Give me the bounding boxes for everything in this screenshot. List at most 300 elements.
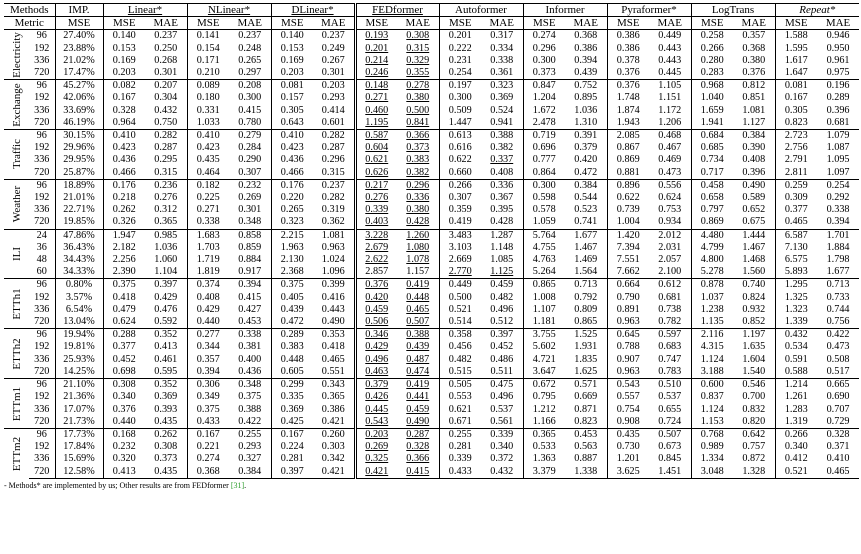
mae-cell: 0.597	[649, 329, 691, 342]
mse-cell: 0.221	[187, 441, 229, 453]
mse-cell: 0.197	[439, 80, 481, 93]
horizon-cell: 96	[29, 379, 55, 392]
mae-cell: 0.293	[321, 92, 345, 104]
mae-cell: 0.287	[321, 142, 345, 154]
mae-cell: 0.287	[154, 142, 178, 154]
mae-cell: 0.421	[321, 415, 345, 427]
dataset-label-cell	[4, 279, 29, 329]
mse-cell: 0.768	[691, 428, 733, 441]
model-header-fedformer: FEDformer	[355, 4, 439, 17]
mae-cell: 0.443	[321, 303, 345, 315]
mae-cell: 1.087	[826, 142, 850, 154]
table-row	[4, 142, 859, 154]
mse-cell: 0.521	[439, 304, 481, 316]
imp-label: IMP.	[55, 4, 103, 17]
mse-cell: 2.756	[775, 142, 817, 154]
mae-cell: 0.196	[817, 80, 859, 93]
mae-cell: 2.031	[658, 241, 682, 253]
mae-cell: 1.081	[313, 229, 355, 242]
mae-cell: 0.372	[490, 453, 514, 465]
improvement-cell: 33.69%	[55, 105, 103, 117]
mae-cell: 0.713	[817, 279, 859, 292]
metric-header-mae: MAE	[229, 17, 271, 30]
mae-cell: 0.282	[313, 130, 355, 143]
mse-cell: 4.721	[523, 354, 565, 366]
mae-cell: 0.207	[145, 80, 187, 93]
mse-cell: 1.261	[775, 391, 817, 403]
metric-header-mae: MAE	[145, 17, 187, 30]
mae-cell: 0.961	[826, 54, 850, 66]
mae-cell: 1.604	[742, 353, 766, 365]
mae-cell: 0.852	[742, 316, 766, 328]
dataset-name: Electricity	[10, 31, 23, 78]
mse-cell: 0.281	[271, 453, 313, 465]
mae-cell: 0.452	[490, 341, 514, 353]
mae-cell: 1.148	[490, 241, 514, 253]
mae-cell: 0.486	[490, 353, 514, 365]
mse-cell: 0.600	[691, 379, 733, 392]
mse-cell: 0.167	[187, 428, 229, 441]
mae-cell: 0.336	[406, 192, 430, 204]
mse-cell: 0.671	[439, 416, 481, 429]
mse-cell: 1.135	[691, 316, 733, 329]
mae-cell: 0.368	[574, 30, 598, 42]
table-row	[4, 80, 859, 93]
metric-header-mae: MAE	[817, 17, 859, 30]
mae-cell: 0.675	[742, 216, 766, 228]
mae-cell: 0.435	[154, 415, 178, 427]
mse-cell: 0.509	[439, 105, 481, 117]
table-row	[4, 130, 859, 143]
methods-label: Methods	[4, 4, 55, 17]
table-row	[4, 30, 859, 43]
mae-cell: 0.365	[154, 216, 178, 228]
mae-cell: 1.104	[154, 266, 178, 278]
dataset-label-cell	[4, 329, 29, 379]
mse-cell: 0.300	[523, 179, 565, 192]
mae-cell: 0.369	[154, 391, 178, 403]
mse-cell: 2.857	[355, 266, 397, 279]
mse-cell: 3.625	[607, 466, 649, 479]
mse-cell: 0.281	[439, 441, 481, 453]
mae-cell: 0.295	[154, 154, 178, 166]
mse-cell: 0.296	[523, 43, 565, 55]
mae-cell: 0.782	[658, 316, 682, 328]
mae-cell: 0.563	[574, 441, 598, 453]
mae-cell: 0.496	[490, 391, 514, 403]
mae-cell: 0.544	[574, 192, 598, 204]
mse-cell: 7.130	[775, 242, 817, 254]
mse-cell: 2.116	[691, 329, 733, 342]
mae-cell: 0.439	[406, 341, 430, 353]
mse-cell: 1.214	[775, 379, 817, 392]
mae-cell: 2.057	[658, 254, 682, 266]
mae-cell: 0.355	[406, 67, 430, 79]
mse-cell: 0.358	[439, 329, 481, 342]
metric-header-mae: MAE	[649, 17, 691, 30]
mse-cell: 0.167	[103, 92, 145, 104]
mse-cell: 0.435	[187, 154, 229, 166]
mse-cell: 3.379	[523, 466, 565, 479]
mae-cell: 1.260	[397, 229, 439, 242]
mae-cell: 0.511	[490, 365, 514, 377]
table-row	[4, 55, 859, 67]
mae-cell: 1.677	[565, 229, 607, 242]
mae-cell: 0.394	[826, 216, 850, 228]
mae-cell: 0.249	[321, 42, 345, 54]
mse-cell: 0.989	[691, 441, 733, 453]
mae-cell: 0.500	[406, 104, 430, 116]
mae-cell: 0.413	[154, 341, 178, 353]
mse-cell: 0.376	[607, 67, 649, 80]
table-row	[4, 391, 859, 403]
mse-cell: 0.521	[775, 466, 817, 479]
results-body	[4, 30, 859, 478]
mse-cell: 4.315	[691, 341, 733, 353]
mae-cell: 0.419	[397, 279, 439, 292]
mae-cell: 0.780	[238, 116, 262, 128]
mse-cell: 0.557	[607, 391, 649, 403]
mse-cell: 1.238	[691, 304, 733, 316]
mae-cell: 0.380	[406, 92, 430, 104]
mse-cell: 0.394	[187, 366, 229, 379]
mae-cell: 0.655	[658, 403, 682, 415]
mae-cell: 0.379	[574, 142, 598, 154]
mse-cell: 0.306	[187, 379, 229, 392]
mae-cell: 0.366	[406, 453, 430, 465]
mse-cell: 0.797	[691, 204, 733, 216]
horizon-cell: 192	[34, 192, 50, 204]
header-row-models	[4, 4, 859, 17]
horizon-cell: 192	[34, 142, 50, 154]
table-row	[4, 242, 859, 254]
mse-cell: 0.266	[691, 43, 733, 55]
mse-cell: 0.271	[355, 92, 397, 104]
horizon-cell: 192	[34, 291, 50, 303]
mae-cell: 0.624	[658, 192, 682, 204]
mse-cell: 0.543	[355, 416, 397, 429]
mae-cell: 0.384	[229, 466, 271, 479]
mse-cell: 0.963	[607, 316, 649, 329]
mse-cell: 0.445	[355, 404, 397, 416]
improvement-cell: 14.25%	[55, 366, 103, 379]
mse-cell: 3.647	[523, 366, 565, 379]
mae-cell: 0.832	[742, 403, 766, 415]
mse-cell: 0.255	[439, 428, 481, 441]
mae-cell: 0.293	[238, 441, 262, 453]
mse-cell: 0.299	[271, 379, 313, 392]
mse-cell: 0.466	[271, 167, 313, 180]
mse-cell: 0.460	[355, 105, 397, 117]
mse-cell: 0.375	[103, 279, 145, 292]
mse-cell: 0.148	[355, 80, 397, 93]
mae-cell: 0.429	[154, 291, 178, 303]
mae-cell: 0.823	[574, 415, 598, 427]
mae-cell: 1.540	[742, 365, 766, 377]
horizon-cell: 192	[34, 92, 50, 104]
mae-cell: 0.292	[826, 192, 850, 204]
mae-cell: 0.537	[490, 403, 514, 415]
mae-cell: 1.079	[817, 130, 859, 143]
mae-cell: 0.267	[321, 54, 345, 66]
table-row	[4, 304, 859, 316]
mse-cell: 0.153	[271, 43, 313, 55]
dataset-name: Weather	[10, 186, 23, 223]
mse-cell: 0.823	[775, 117, 817, 130]
mae-cell: 0.237	[238, 30, 262, 42]
mse-cell: 1.181	[523, 316, 565, 329]
mse-cell: 0.376	[607, 80, 649, 93]
mse-cell: 0.578	[523, 204, 565, 216]
mae-cell: 1.036	[154, 241, 178, 253]
improvement-cell: 36.43%	[55, 242, 103, 254]
mae-cell: 1.097	[826, 166, 850, 178]
mse-cell: 0.439	[271, 304, 313, 316]
mae-cell: 1.078	[406, 254, 430, 266]
mse-cell: 0.717	[691, 167, 733, 180]
mae-cell: 0.595	[154, 365, 178, 377]
mae-cell: 0.301	[238, 204, 262, 216]
mse-cell: 0.423	[187, 142, 229, 154]
mse-cell: 0.410	[103, 130, 145, 143]
mae-cell: 0.551	[321, 365, 345, 377]
mse-cell: 0.847	[523, 80, 565, 93]
mae-cell: 0.601	[321, 116, 345, 128]
mse-cell: 0.340	[103, 391, 145, 403]
mse-cell: 0.790	[607, 292, 649, 304]
mse-cell: 0.193	[355, 30, 397, 43]
mae-cell: 0.279	[229, 130, 271, 143]
mse-cell: 0.323	[271, 216, 313, 229]
mae-cell: 0.308	[154, 441, 178, 453]
mae-cell: 0.399	[313, 279, 355, 292]
dataset-name: ETTh2	[10, 338, 23, 370]
horizon-cell: 60	[36, 266, 47, 278]
mse-cell: 0.231	[439, 55, 481, 67]
mse-cell: 0.326	[103, 216, 145, 229]
mae-cell: 1.080	[406, 241, 430, 253]
mse-cell: 1.124	[691, 354, 733, 366]
mae-cell: 0.738	[658, 303, 682, 315]
mae-cell: 0.237	[321, 30, 345, 42]
horizon-cell: 192	[34, 441, 50, 453]
mae-cell: 0.203	[313, 80, 355, 93]
mae-cell: 0.296	[321, 154, 345, 166]
mae-cell: 0.237	[313, 179, 355, 192]
mse-cell: 0.464	[187, 167, 229, 180]
mse-cell: 0.269	[355, 441, 397, 453]
mae-cell: 0.282	[145, 130, 187, 143]
mae-cell: 0.490	[321, 316, 345, 328]
mse-cell: 0.543	[607, 379, 649, 392]
mse-cell: 1.617	[775, 55, 817, 67]
horizon-cell: 96	[29, 179, 55, 192]
mae-cell: 0.792	[574, 291, 598, 303]
mae-cell: 0.339	[481, 428, 523, 441]
mae-cell: 0.858	[229, 229, 271, 242]
mse-cell: 0.169	[103, 55, 145, 67]
improvement-cell: 17.07%	[55, 404, 103, 416]
mae-cell: 1.560	[742, 266, 766, 278]
mse-cell: 0.289	[271, 329, 313, 342]
mse-cell: 0.881	[607, 167, 649, 180]
mse-cell: 0.591	[775, 354, 817, 366]
mse-cell: 0.378	[607, 55, 649, 67]
mae-cell: 0.284	[238, 142, 262, 154]
mae-cell: 0.323	[481, 80, 523, 93]
mae-cell: 0.461	[154, 353, 178, 365]
mae-cell: 0.507	[649, 428, 691, 441]
mae-cell: 0.236	[145, 179, 187, 192]
mse-cell: 0.383	[271, 341, 313, 353]
dataset-name: ETTm2	[10, 436, 23, 471]
mae-cell: 0.468	[649, 130, 691, 143]
mae-cell: 0.352	[145, 329, 187, 342]
improvement-cell: 27.40%	[55, 30, 103, 43]
mse-cell: 0.479	[103, 304, 145, 316]
mae-cell: 0.859	[238, 241, 262, 253]
mse-cell: 7.551	[607, 254, 649, 266]
mae-cell: 1.677	[826, 266, 850, 278]
mae-cell: 0.744	[826, 303, 850, 315]
mae-cell: 1.564	[574, 266, 598, 278]
mse-cell: 0.788	[607, 341, 649, 353]
mse-cell: 0.622	[607, 192, 649, 204]
mae-cell: 0.508	[826, 353, 850, 365]
mse-cell: 0.082	[103, 80, 145, 93]
dataset-label-cell	[4, 130, 29, 180]
horizon-cell: 96	[29, 80, 55, 93]
mae-cell: 0.414	[321, 104, 345, 116]
mae-cell: 0.681	[826, 116, 850, 128]
mae-cell: 1.036	[574, 104, 598, 116]
mae-cell: 0.741	[574, 216, 598, 228]
footnote-citation-link[interactable]: [31]	[230, 480, 245, 490]
table-row	[4, 179, 859, 192]
mae-cell: 0.459	[406, 403, 430, 415]
table-row	[4, 154, 859, 166]
mse-cell: 0.672	[523, 379, 565, 392]
table-row	[4, 43, 859, 55]
mse-cell: 0.201	[439, 30, 481, 43]
mse-cell: 0.374	[187, 279, 229, 292]
mae-cell: 0.373	[406, 142, 430, 154]
mse-cell: 0.259	[775, 179, 817, 192]
mse-cell: 0.283	[691, 67, 733, 80]
table-row	[4, 279, 859, 292]
header-row-metrics	[4, 17, 859, 30]
mae-cell: 0.427	[238, 303, 262, 315]
mse-cell: 3.048	[691, 466, 733, 479]
mae-cell: 0.752	[565, 80, 607, 93]
improvement-cell: 21.02%	[55, 55, 103, 67]
table-row	[4, 92, 859, 104]
metric-header-mae: MAE	[565, 17, 607, 30]
mae-cell: 0.408	[490, 166, 514, 178]
mae-cell: 0.884	[238, 254, 262, 266]
model-header-linear: Linear*	[103, 4, 187, 17]
mae-cell: 0.416	[321, 291, 345, 303]
mse-cell: 0.432	[775, 329, 817, 342]
mae-cell: 0.917	[238, 266, 262, 278]
model-header-informer: Informer	[523, 4, 607, 17]
mse-cell: 0.435	[607, 428, 649, 441]
mae-cell: 0.507	[406, 316, 430, 328]
mse-cell: 0.274	[523, 30, 565, 43]
mse-cell: 0.425	[271, 416, 313, 429]
mae-cell: 0.729	[826, 415, 850, 427]
improvement-cell: 34.33%	[55, 266, 103, 279]
improvement-cell: 29.96%	[55, 142, 103, 154]
mae-cell: 0.353	[313, 329, 355, 342]
mae-cell: 0.408	[742, 154, 766, 166]
mae-cell: 0.384	[733, 130, 775, 143]
mse-cell: 0.376	[355, 279, 397, 292]
mse-cell: 0.604	[355, 142, 397, 154]
horizon-cell: 192	[34, 391, 50, 403]
mae-cell: 0.380	[742, 54, 766, 66]
mae-cell: 0.315	[321, 166, 345, 178]
mse-cell: 0.369	[271, 404, 313, 416]
horizon-cell: 720	[34, 166, 50, 178]
mae-cell: 0.366	[397, 130, 439, 143]
mae-cell: 0.523	[574, 204, 598, 216]
mse-cell: 0.305	[271, 105, 313, 117]
mae-cell: 1.024	[321, 254, 345, 266]
mse-cell: 0.622	[439, 154, 481, 166]
mse-cell: 0.167	[775, 92, 817, 104]
mae-cell: 0.382	[490, 142, 514, 154]
mse-cell: 0.626	[355, 167, 397, 180]
mae-cell: 0.546	[733, 379, 775, 392]
mse-cell: 2.182	[103, 242, 145, 254]
mse-cell: 1.334	[691, 453, 733, 465]
mae-cell: 1.467	[574, 241, 598, 253]
mse-cell: 0.265	[271, 204, 313, 216]
mae-cell: 0.308	[406, 30, 430, 42]
mae-cell: 0.319	[321, 204, 345, 216]
mae-cell: 0.467	[658, 142, 682, 154]
metric-header-mae: MAE	[397, 17, 439, 30]
table-row	[4, 354, 859, 366]
mse-cell: 1.447	[439, 117, 481, 130]
mae-cell: 0.336	[481, 179, 523, 192]
mse-cell: 0.320	[103, 453, 145, 465]
mae-cell: 0.208	[229, 80, 271, 93]
table-row	[4, 341, 859, 353]
mae-cell: 0.415	[397, 466, 439, 479]
mae-cell: 0.337	[490, 154, 514, 166]
mae-cell: 0.418	[321, 341, 345, 353]
mse-cell: 3.188	[691, 366, 733, 379]
horizon-cell: 96	[29, 130, 55, 143]
mae-cell: 0.448	[406, 291, 430, 303]
mae-cell: 0.327	[238, 453, 262, 465]
mae-cell: 0.290	[238, 154, 262, 166]
mse-cell: 0.496	[355, 354, 397, 366]
mae-cell: 0.375	[238, 391, 262, 403]
dataset-label-cell	[4, 229, 29, 279]
mse-cell: 0.420	[355, 292, 397, 304]
mse-cell: 1.166	[523, 416, 565, 429]
improvement-cell: 22.71%	[55, 204, 103, 216]
mse-cell: 0.754	[607, 404, 649, 416]
mse-cell: 0.154	[187, 43, 229, 55]
table-row	[4, 441, 859, 453]
mae-cell: 0.368	[742, 42, 766, 54]
mse-cell: 0.907	[607, 354, 649, 366]
metric-header-mse: MSE	[775, 17, 817, 30]
